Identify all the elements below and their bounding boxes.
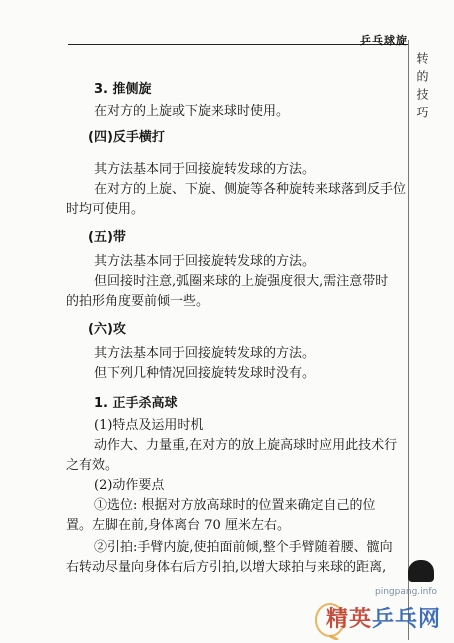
paragraph-line: ②引拍:手臂内旋,使拍面前倾,整个手臂随着腰、髋向 xyxy=(94,540,393,555)
paragraph-line: 之有效。 xyxy=(66,458,119,473)
side-vertical-title: 转的技巧 xyxy=(415,52,429,124)
running-header-title: 乒乓球旋 xyxy=(360,34,408,47)
side-margin-rule xyxy=(408,40,409,640)
paragraph-line: 动作大、力量重,在对方的放上旋高球时应用此技术行 xyxy=(94,438,398,453)
subsection-heading: 3. 推侧旋 xyxy=(94,82,152,97)
section-heading: (四)反手横打 xyxy=(88,130,165,145)
paragraph-line: 在对方的上旋或下旋来球时使用。 xyxy=(94,104,290,119)
watermark-brand-b: 乒乓网 xyxy=(372,607,442,632)
watermark-brand-a: 精英 xyxy=(326,607,373,632)
page-number-tab xyxy=(408,560,434,582)
paragraph-line: 右转动尽量向身体右后方引拍,以增大球拍与来球的距离, xyxy=(66,560,387,575)
section-heading: (六)攻 xyxy=(88,322,126,337)
paragraph-line: ①选位: 根据对方放高球时的位置来确定自己的位 xyxy=(94,498,376,513)
subsection-heading: 1. 正手杀高球 xyxy=(94,396,178,411)
watermark-brand xyxy=(326,602,441,633)
watermark-url: pingpang.info xyxy=(375,587,438,597)
header-rule xyxy=(68,44,408,45)
paragraph-line: 其方法基本同于回接旋转发球的方法。 xyxy=(94,162,316,177)
paragraph-line: 其方法基本同于回接旋转发球的方法。 xyxy=(94,346,316,361)
paragraph-line: (2)动作要点 xyxy=(94,478,165,493)
paragraph-line: 在对方的上旋、下旋、侧旋等各种旋转来球落到反手位 xyxy=(94,182,407,197)
paragraph-line: 时均可使用。 xyxy=(66,202,145,217)
section-heading: (五)带 xyxy=(88,230,126,245)
paragraph-line: 但下列几种情况回接旋转发球时没有。 xyxy=(94,366,316,381)
paragraph-line: 的拍形角度要前倾一些。 xyxy=(66,294,210,309)
paragraph-line: (1)特点及运用时机 xyxy=(94,418,204,433)
paragraph-line: 置。左脚在前,身体离台 70 厘米左右。 xyxy=(66,518,290,533)
paragraph-line: 其方法基本同于回接旋转发球的方法。 xyxy=(94,254,316,269)
paragraph-line: 但回接时注意,弧圈来球的上旋强度很大,需注意带时 xyxy=(94,274,389,289)
